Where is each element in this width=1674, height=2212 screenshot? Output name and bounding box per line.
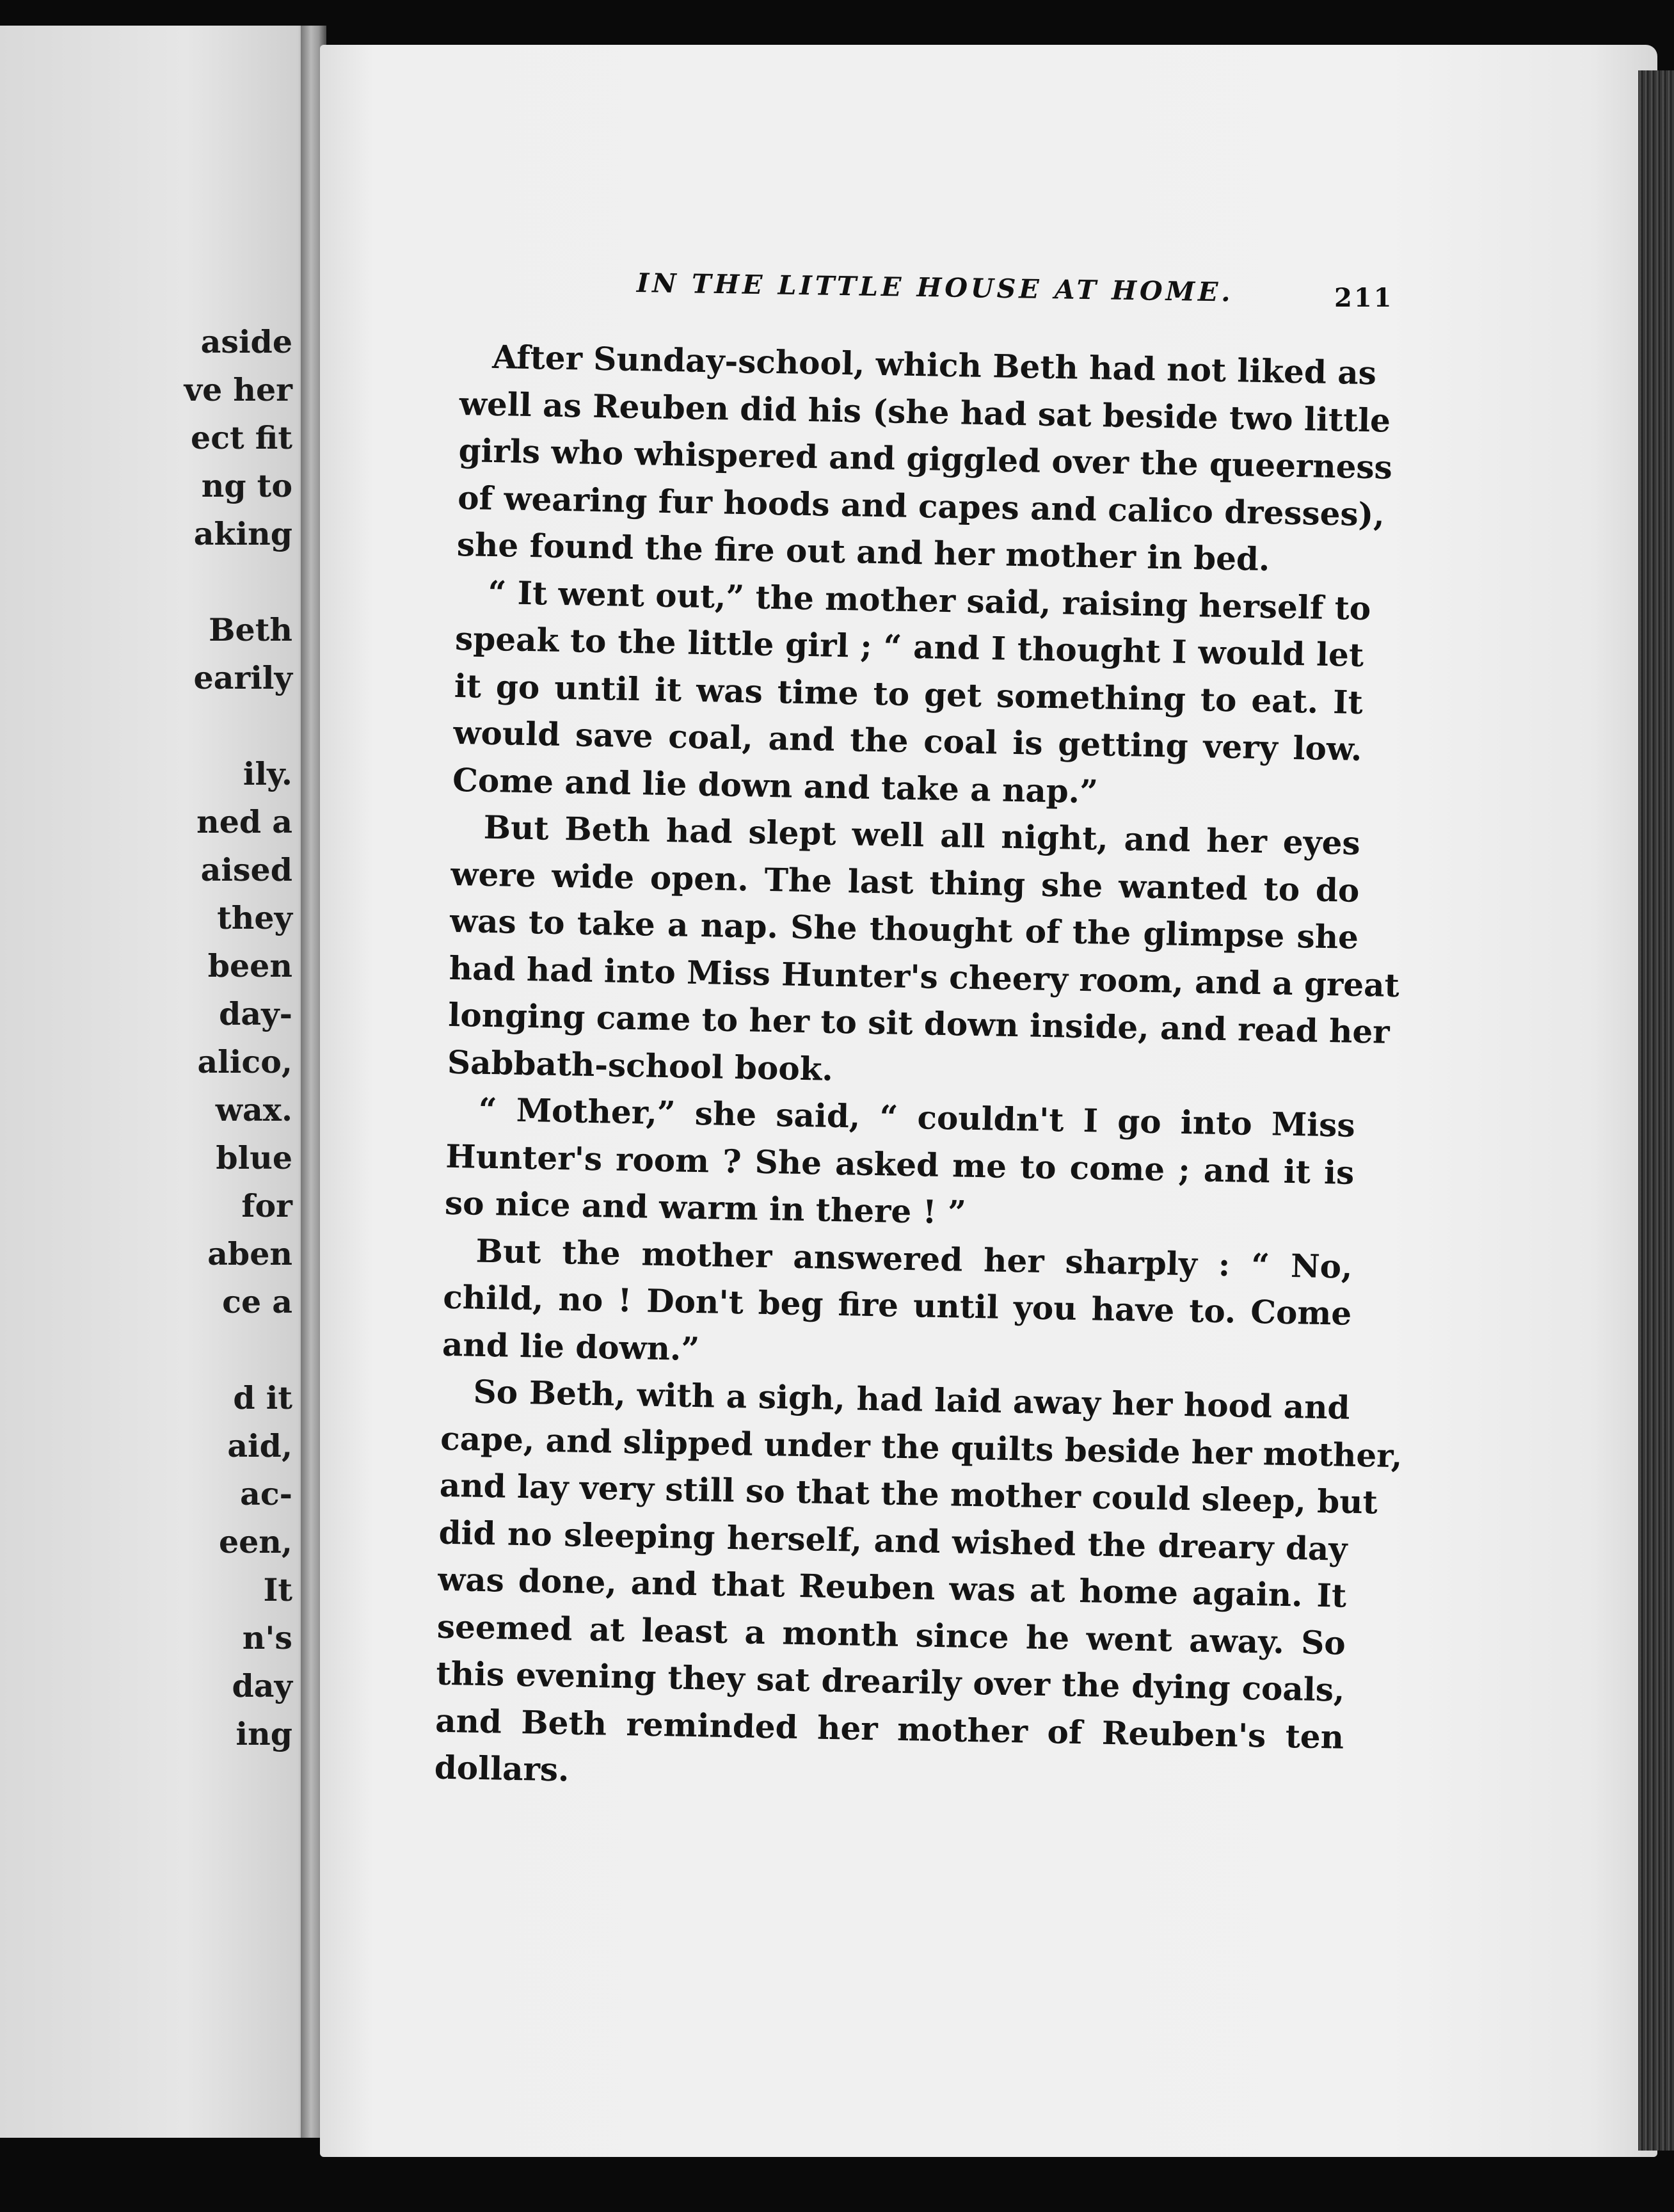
running-head: IN THE LITTLE HOUSE AT HOME. — [636, 268, 1234, 308]
text-line: So Beth, with a sigh, had laid away her hood and — [473, 1372, 1351, 1427]
text-line: After Sunday-school, which Beth had not liked as — [491, 337, 1377, 392]
left-line: ing — [235, 1715, 292, 1752]
text-line: this evening they sat drearily over the dying coals, — [436, 1654, 1345, 1709]
text-line: longing came to her to sit down inside, and read her — [447, 995, 1391, 1051]
text-line: she found the fire out and her mother in bed. — [456, 525, 1270, 579]
text-line: But Beth had slept well all night, and her eyes — [483, 808, 1361, 862]
text-line: of wearing fur hoods and capes and calico dresses), — [457, 478, 1385, 533]
text-line: it go until it was time to get something to eat. It — [454, 666, 1364, 721]
text-line: was done, and that Reuben was at home again. It — [437, 1560, 1347, 1615]
left-line: Beth — [209, 611, 292, 648]
text-line: child, no ! Don't beg fire until you have to. Come — [442, 1278, 1352, 1333]
left-line: een, — [218, 1523, 292, 1560]
left-line: earily — [193, 659, 292, 696]
left-line: day- — [219, 995, 292, 1032]
text-line: had had into Miss Hunter's cheery room, and a great — [449, 949, 1400, 1004]
page-number: 211 — [1334, 283, 1394, 313]
left-line: ily. — [243, 755, 292, 792]
left-line: ned a — [196, 803, 292, 840]
page-edge — [1638, 70, 1674, 2151]
text-line: would save coal, and the coal is getting very low. — [453, 713, 1362, 768]
text-line: well as Reuben did his (she had sat beside two little — [459, 384, 1391, 440]
text-line: “ Mother,” she said, “ couldn't I go into Miss — [478, 1090, 1356, 1144]
left-line: aside — [200, 323, 292, 360]
left-line: wax. — [215, 1091, 292, 1128]
left-line: ng to — [201, 467, 292, 504]
left-line: been — [207, 947, 292, 984]
text-line: was to take a nap. She thought of the glimpse she — [449, 901, 1359, 956]
left-line: aid, — [227, 1427, 292, 1464]
left-line: day — [232, 1667, 292, 1704]
text-line: speak to the little girl ; “ and I thought I would let — [454, 619, 1364, 674]
left-line: for — [241, 1187, 292, 1224]
left-page — [0, 26, 310, 2138]
body-text — [434, 333, 1403, 1807]
text-line: Sabbath-school book. — [447, 1043, 834, 1088]
text-line: and Beth reminded her mother of Reuben's ten — [434, 1701, 1344, 1756]
text-line: cape, and slipped under the quilts beside her mother, — [440, 1419, 1403, 1475]
left-line: blue — [216, 1139, 292, 1176]
left-line: ve her — [184, 371, 292, 408]
text-line: Come and lie down and take a nap.” — [452, 760, 1099, 810]
left-line: they — [217, 899, 292, 936]
text-line: and lay very still so that the mother could sleep, but — [439, 1466, 1378, 1521]
left-line: aben — [207, 1235, 292, 1272]
text-line: and lie down.” — [442, 1325, 700, 1368]
text-line: But the mother answered her sharply : “ No, — [475, 1231, 1353, 1286]
text-line: were wide open. The last thing she wanted to do — [450, 854, 1360, 910]
text-line: did no sleeping herself, and wished the dreary day — [438, 1513, 1348, 1568]
left-line: ac- — [240, 1475, 292, 1512]
left-line: aking — [193, 515, 292, 552]
text-line: dollars. — [434, 1748, 570, 1789]
left-line: aised — [200, 851, 292, 888]
left-line: d it — [233, 1379, 292, 1416]
left-line: ect fit — [191, 419, 292, 456]
text-line: “ It went out,” the mother said, raising herself to — [488, 573, 1371, 627]
text-line: girls who whispered and giggled over the queerness — [458, 431, 1393, 486]
left-line: ce a — [222, 1283, 292, 1320]
left-line: It — [263, 1571, 292, 1608]
text-line: so nice and warm in there ! ” — [444, 1183, 967, 1231]
left-line: alico, — [197, 1043, 292, 1080]
text-line: seemed at least a month since he went away. So — [436, 1607, 1346, 1662]
left-line: n's — [242, 1619, 292, 1656]
text-line: Hunter's room ? She asked me to come ; and it is — [445, 1137, 1355, 1192]
